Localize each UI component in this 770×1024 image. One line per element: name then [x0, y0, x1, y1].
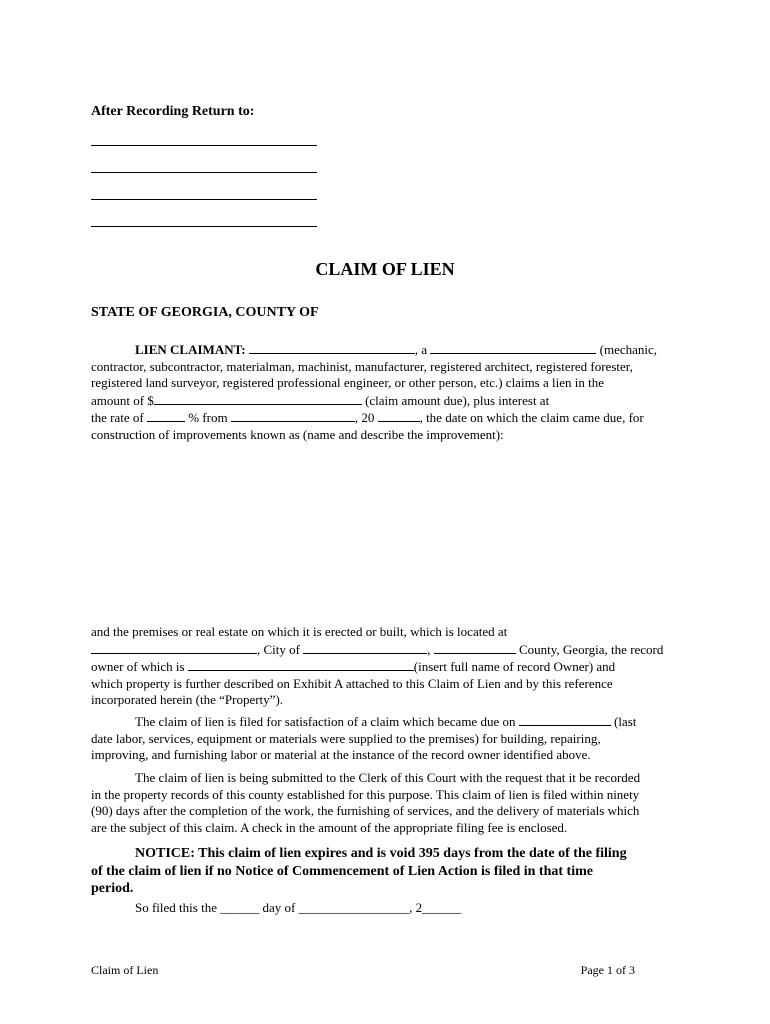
filed-line: date labor, services, equipment or materials were supplied to the premises) for building, repairing,	[91, 730, 601, 746]
filed-line: improving, and furnishing labor or material at the instance of the record owner identified above.	[91, 747, 591, 762]
claimant-line: contractor, subcontractor, materialman, machinist, manufacturer, registered architect, registered forester,	[91, 358, 633, 374]
premises-location-blank[interactable]	[91, 641, 257, 654]
return-address-line-3[interactable]	[91, 199, 317, 200]
amount-label: amount of $	[91, 392, 154, 408]
claimant-type-blank[interactable]	[430, 341, 596, 354]
notice-paragraph	[91, 845, 685, 898]
claimant-line: construction of improvements known as (name and describe the improvement):	[91, 426, 504, 442]
due-date-blank[interactable]	[519, 713, 611, 726]
notice-line: of the claim of lien if no Notice of Commencement of Lien Action is filed in that time	[91, 863, 593, 879]
premises-paragraph	[91, 624, 685, 709]
return-address-line-4[interactable]	[91, 226, 317, 227]
rate-text: , the date on which the claim came due, for	[419, 410, 644, 425]
city-blank[interactable]	[303, 641, 427, 654]
claimant-text: , a	[414, 342, 431, 357]
page-number: Page 1 of 3	[580, 963, 635, 977]
lien-claimant-label: LIEN CLAIMANT:	[135, 342, 246, 357]
return-to-label: After Recording Return to:	[91, 104, 255, 119]
interest-from-date-blank[interactable]	[231, 409, 355, 422]
rate-text: % from	[184, 410, 231, 425]
so-filed-line[interactable]: So filed this the ______ day of _________________, 2______	[135, 900, 462, 915]
document-title: CLAIM OF LIEN	[315, 259, 455, 279]
return-address-line-1[interactable]	[91, 145, 317, 146]
lien-claimant-paragraph	[91, 341, 685, 443]
filed-paragraph	[91, 713, 685, 764]
owner-label: owner of which is	[91, 659, 188, 674]
owner-text: (insert full name of record Owner) and	[413, 659, 616, 674]
premises-line: and the premises or real estate on which it is erected or built, which is located at	[91, 624, 508, 639]
rate-label: the rate of	[91, 410, 147, 425]
filed-text: The claim of lien is filed for satisfaction of a claim which became due on	[135, 714, 519, 729]
filed-text: (last	[610, 714, 637, 729]
record-owner-blank[interactable]	[188, 658, 414, 671]
claimant-text: (mechanic,	[596, 342, 658, 357]
notice-line: period.	[91, 881, 134, 896]
premises-text: , City of	[257, 641, 304, 657]
rate-text: , 20	[354, 410, 378, 425]
claim-amount-blank[interactable]	[154, 392, 362, 405]
submitted-line: The claim of lien is being submitted to the Clerk of this Court with the request that it be recorded	[135, 770, 641, 785]
county-blank[interactable]	[434, 641, 516, 654]
interest-rate-blank[interactable]	[147, 409, 185, 422]
premises-line: incorporated herein (the “Property”).	[91, 692, 284, 707]
premises-text: County, Georgia, the record	[515, 641, 664, 657]
amount-suffix: (claim amount due), plus interest at	[361, 392, 550, 408]
footer-title: Claim of Lien	[91, 963, 159, 977]
submitted-paragraph	[91, 770, 685, 836]
interest-year-blank[interactable]	[378, 409, 420, 422]
submitted-line: in the property records of this county established for this purpose. This claim of lien is filed within ninety	[91, 786, 640, 802]
improvement-description-area[interactable]	[91, 445, 685, 620]
notice-line: NOTICE: This claim of lien expires and is void 395 days from the date of the filing	[135, 846, 627, 861]
premises-line: which property is further described on Exhibit A attached to this Claim of Lien and by this reference	[91, 675, 613, 691]
premises-text: ,	[427, 641, 434, 657]
submitted-line: (90) days after the completion of the work, the furnishing of services, and the delivery of materials which	[91, 803, 640, 818]
claimant-line: registered land surveyor, registered professional engineer, or other person, etc.) claims a lien in the	[91, 375, 604, 390]
claimant-name-blank[interactable]	[249, 341, 415, 354]
state-county-line: STATE OF GEORGIA, COUNTY OF	[91, 305, 319, 320]
return-address-line-2[interactable]	[91, 172, 317, 173]
submitted-line: are the subject of this claim. A check in the amount of the appropriate filing fee is enclosed.	[91, 819, 568, 835]
